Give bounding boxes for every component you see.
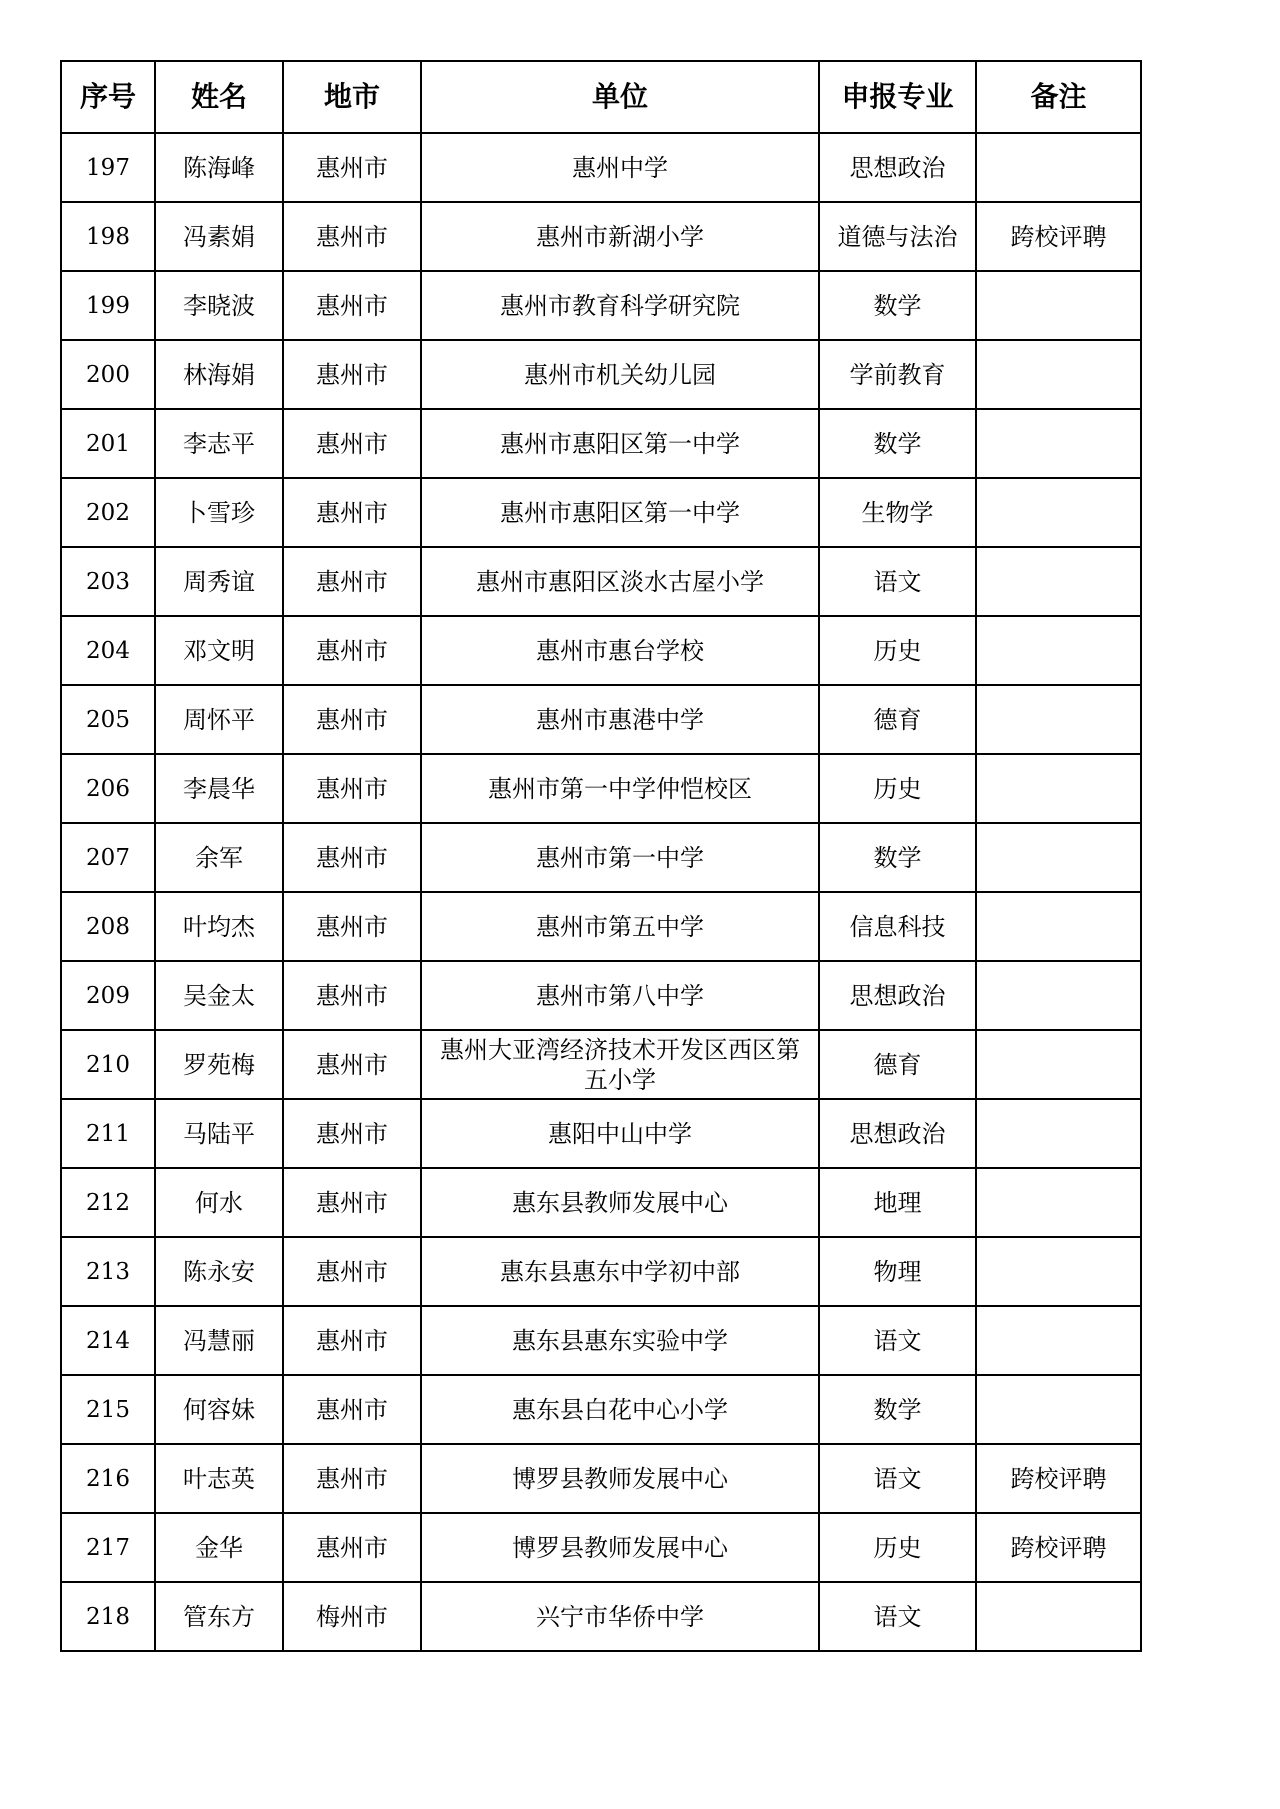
cell-city: 惠州市	[283, 685, 421, 754]
cell-major: 数学	[819, 823, 976, 892]
cell-major: 信息科技	[819, 892, 976, 961]
cell-city: 惠州市	[283, 271, 421, 340]
cell-name: 冯慧丽	[155, 1306, 283, 1375]
table-row	[61, 202, 1141, 271]
cell-city: 惠州市	[283, 478, 421, 547]
table-row	[61, 1168, 1141, 1237]
header-major: 申报专业	[819, 61, 976, 133]
cell-name: 林海娟	[155, 340, 283, 409]
cell-city: 惠州市	[283, 1513, 421, 1582]
cell-unit: 惠州市惠阳区淡水古屋小学	[421, 547, 819, 616]
cell-remark	[976, 1099, 1141, 1168]
cell-major: 语文	[819, 1306, 976, 1375]
table-row	[61, 1375, 1141, 1444]
cell-serial-number: 197	[61, 133, 155, 202]
table-row	[61, 340, 1141, 409]
cell-remark	[976, 1306, 1141, 1375]
cell-name: 余军	[155, 823, 283, 892]
cell-major: 德育	[819, 685, 976, 754]
cell-major: 生物学	[819, 478, 976, 547]
cell-major: 道德与法治	[819, 202, 976, 271]
cell-unit: 博罗县教师发展中心	[421, 1444, 819, 1513]
cell-major: 学前教育	[819, 340, 976, 409]
cell-city: 惠州市	[283, 754, 421, 823]
header-city: 地市	[283, 61, 421, 133]
cell-name: 马陆平	[155, 1099, 283, 1168]
cell-city: 惠州市	[283, 547, 421, 616]
cell-unit: 惠州市教育科学研究院	[421, 271, 819, 340]
cell-major: 历史	[819, 1513, 976, 1582]
cell-remark	[976, 754, 1141, 823]
cell-remark	[976, 1237, 1141, 1306]
table-row	[61, 271, 1141, 340]
cell-remark	[976, 1030, 1141, 1099]
cell-name: 罗苑梅	[155, 1030, 283, 1099]
cell-unit: 惠东县惠东实验中学	[421, 1306, 819, 1375]
table-body	[61, 133, 1141, 1651]
cell-serial-number: 203	[61, 547, 155, 616]
cell-city: 惠州市	[283, 1375, 421, 1444]
cell-major: 语文	[819, 1444, 976, 1513]
cell-city: 惠州市	[283, 1168, 421, 1237]
cell-major: 思想政治	[819, 133, 976, 202]
cell-name: 管东方	[155, 1582, 283, 1651]
cell-unit: 惠州市惠港中学	[421, 685, 819, 754]
cell-remark	[976, 478, 1141, 547]
cell-unit: 惠州市惠阳区第一中学	[421, 409, 819, 478]
cell-remark	[976, 1582, 1141, 1651]
cell-serial-number: 200	[61, 340, 155, 409]
cell-unit: 惠州市惠阳区第一中学	[421, 478, 819, 547]
cell-city: 梅州市	[283, 1582, 421, 1651]
table-row	[61, 1099, 1141, 1168]
cell-serial-number: 208	[61, 892, 155, 961]
cell-name: 何水	[155, 1168, 283, 1237]
cell-serial-number: 210	[61, 1030, 155, 1099]
cell-unit: 惠阳中山中学	[421, 1099, 819, 1168]
cell-remark	[976, 616, 1141, 685]
cell-city: 惠州市	[283, 1237, 421, 1306]
cell-name: 陈海峰	[155, 133, 283, 202]
cell-unit: 惠州市第一中学	[421, 823, 819, 892]
cell-serial-number: 205	[61, 685, 155, 754]
cell-remark: 跨校评聘	[976, 202, 1141, 271]
table-row	[61, 754, 1141, 823]
cell-name: 陈永安	[155, 1237, 283, 1306]
cell-name: 邓文明	[155, 616, 283, 685]
header-name: 姓名	[155, 61, 283, 133]
cell-serial-number: 217	[61, 1513, 155, 1582]
cell-major: 历史	[819, 616, 976, 685]
cell-city: 惠州市	[283, 1030, 421, 1099]
cell-serial-number: 204	[61, 616, 155, 685]
cell-major: 物理	[819, 1237, 976, 1306]
cell-serial-number: 209	[61, 961, 155, 1030]
cell-serial-number: 213	[61, 1237, 155, 1306]
cell-city: 惠州市	[283, 409, 421, 478]
cell-serial-number: 198	[61, 202, 155, 271]
table-row	[61, 409, 1141, 478]
table-row	[61, 547, 1141, 616]
cell-remark	[976, 823, 1141, 892]
cell-name: 周秀谊	[155, 547, 283, 616]
cell-unit: 惠东县教师发展中心	[421, 1168, 819, 1237]
cell-name: 何容妹	[155, 1375, 283, 1444]
cell-city: 惠州市	[283, 1444, 421, 1513]
cell-unit: 惠州市第五中学	[421, 892, 819, 961]
cell-remark	[976, 409, 1141, 478]
table-row	[61, 961, 1141, 1030]
cell-unit: 惠东县白花中心小学	[421, 1375, 819, 1444]
cell-city: 惠州市	[283, 340, 421, 409]
cell-unit: 惠州市惠台学校	[421, 616, 819, 685]
table-row	[61, 1030, 1141, 1099]
cell-remark	[976, 961, 1141, 1030]
cell-serial-number: 218	[61, 1582, 155, 1651]
cell-major: 历史	[819, 754, 976, 823]
cell-name: 周怀平	[155, 685, 283, 754]
table-row	[61, 892, 1141, 961]
table-row	[61, 1237, 1141, 1306]
cell-city: 惠州市	[283, 1306, 421, 1375]
table-row	[61, 1513, 1141, 1582]
cell-remark: 跨校评聘	[976, 1513, 1141, 1582]
cell-unit: 惠州市新湖小学	[421, 202, 819, 271]
cell-remark	[976, 271, 1141, 340]
table-row	[61, 685, 1141, 754]
table-row	[61, 1444, 1141, 1513]
cell-major: 数学	[819, 1375, 976, 1444]
cell-unit: 惠东县惠东中学初中部	[421, 1237, 819, 1306]
cell-unit: 惠州市第八中学	[421, 961, 819, 1030]
cell-remark	[976, 340, 1141, 409]
header-serial-number: 序号	[61, 61, 155, 133]
cell-name: 李晓波	[155, 271, 283, 340]
cell-unit: 惠州中学	[421, 133, 819, 202]
cell-serial-number: 214	[61, 1306, 155, 1375]
cell-name: 叶志英	[155, 1444, 283, 1513]
cell-major: 数学	[819, 271, 976, 340]
table-row	[61, 1582, 1141, 1651]
table-header	[61, 61, 1141, 133]
cell-unit: 惠州大亚湾经济技术开发区西区第五小学	[421, 1030, 819, 1099]
table-row	[61, 1306, 1141, 1375]
header-unit: 单位	[421, 61, 819, 133]
cell-remark	[976, 547, 1141, 616]
table-row	[61, 133, 1141, 202]
cell-city: 惠州市	[283, 133, 421, 202]
cell-unit: 兴宁市华侨中学	[421, 1582, 819, 1651]
table-row	[61, 616, 1141, 685]
cell-remark	[976, 1168, 1141, 1237]
cell-name: 叶均杰	[155, 892, 283, 961]
cell-remark	[976, 1375, 1141, 1444]
cell-unit: 惠州市机关幼儿园	[421, 340, 819, 409]
cell-name: 李志平	[155, 409, 283, 478]
cell-serial-number: 202	[61, 478, 155, 547]
cell-major: 数学	[819, 409, 976, 478]
cell-major: 语文	[819, 1582, 976, 1651]
cell-name: 吴金太	[155, 961, 283, 1030]
cell-name: 李晨华	[155, 754, 283, 823]
cell-city: 惠州市	[283, 202, 421, 271]
cell-major: 地理	[819, 1168, 976, 1237]
cell-remark: 跨校评聘	[976, 1444, 1141, 1513]
cell-name: 卜雪珍	[155, 478, 283, 547]
cell-city: 惠州市	[283, 823, 421, 892]
cell-name: 冯素娟	[155, 202, 283, 271]
cell-remark	[976, 685, 1141, 754]
cell-serial-number: 211	[61, 1099, 155, 1168]
table-row	[61, 823, 1141, 892]
cell-serial-number: 207	[61, 823, 155, 892]
header-row	[61, 61, 1141, 133]
cell-serial-number: 201	[61, 409, 155, 478]
cell-remark	[976, 892, 1141, 961]
cell-serial-number: 212	[61, 1168, 155, 1237]
cell-unit: 博罗县教师发展中心	[421, 1513, 819, 1582]
cell-city: 惠州市	[283, 1099, 421, 1168]
cell-major: 思想政治	[819, 1099, 976, 1168]
cell-serial-number: 216	[61, 1444, 155, 1513]
cell-major: 语文	[819, 547, 976, 616]
table-row	[61, 478, 1141, 547]
cell-city: 惠州市	[283, 961, 421, 1030]
cell-city: 惠州市	[283, 616, 421, 685]
cell-city: 惠州市	[283, 892, 421, 961]
cell-serial-number: 206	[61, 754, 155, 823]
teacher-roster-table	[60, 60, 1142, 1652]
cell-major: 思想政治	[819, 961, 976, 1030]
cell-remark	[976, 133, 1141, 202]
cell-major: 德育	[819, 1030, 976, 1099]
cell-serial-number: 215	[61, 1375, 155, 1444]
cell-unit: 惠州市第一中学仲恺校区	[421, 754, 819, 823]
cell-name: 金华	[155, 1513, 283, 1582]
header-remark: 备注	[976, 61, 1141, 133]
cell-serial-number: 199	[61, 271, 155, 340]
